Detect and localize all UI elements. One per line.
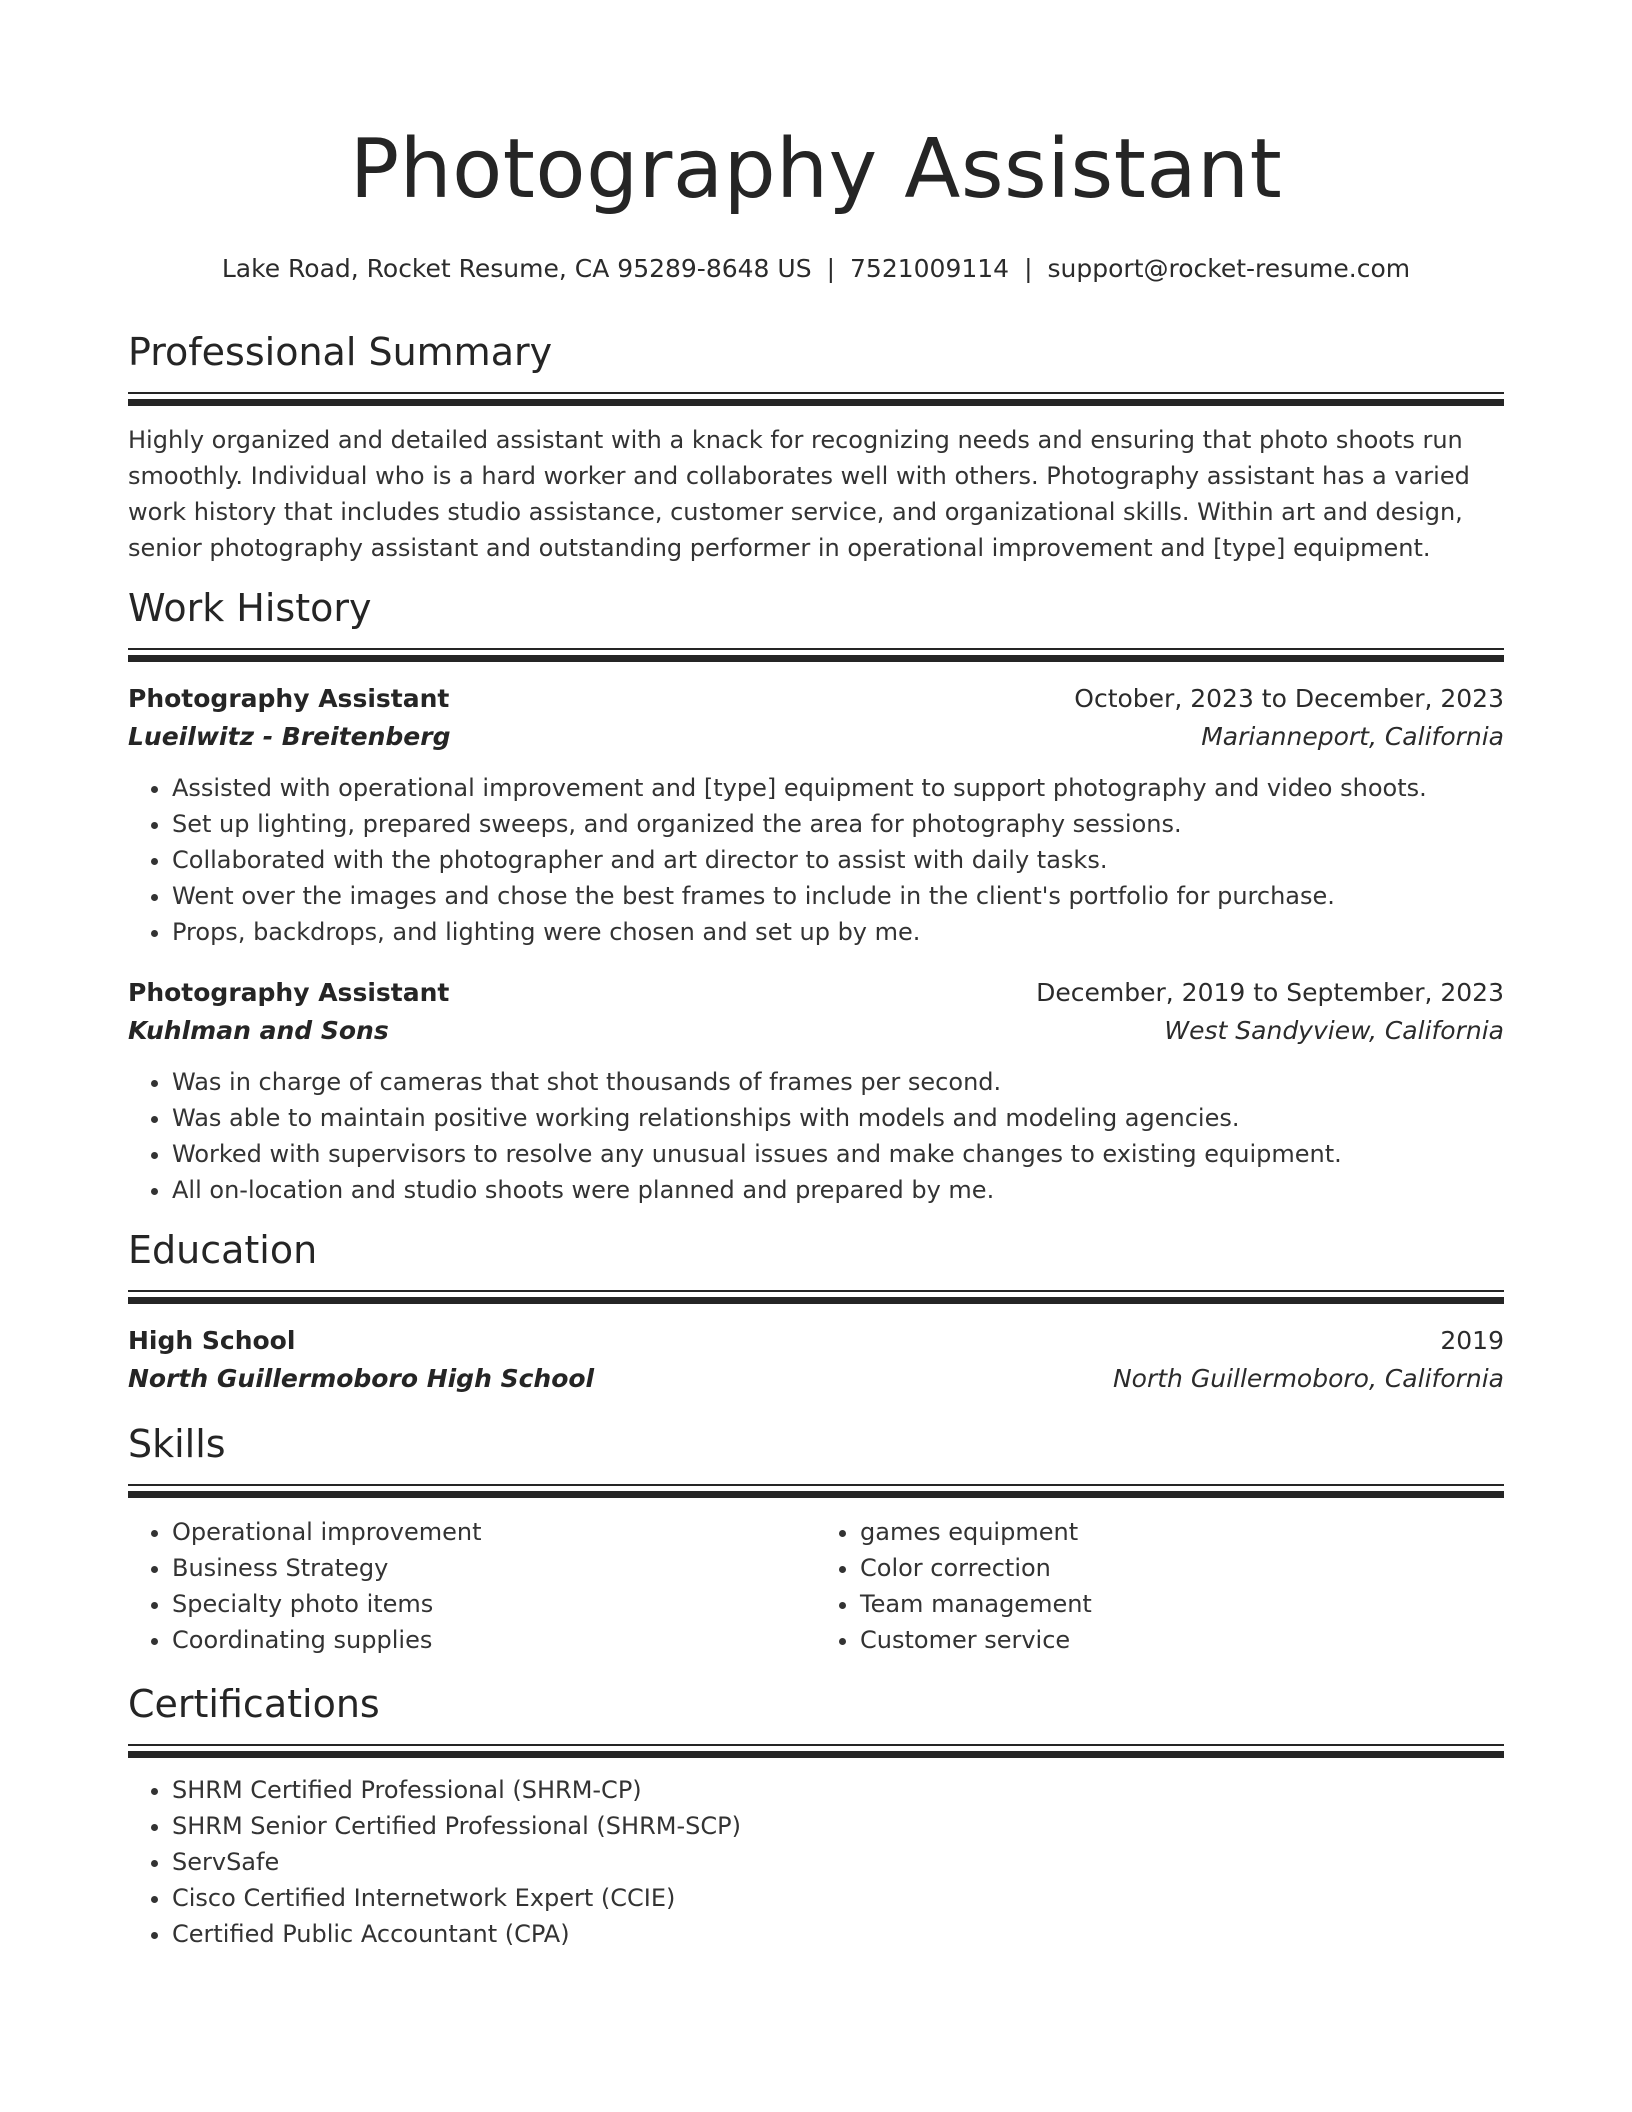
certification-item: • SHRM Senior Certified Professional (SHRM-SCP) [172,1808,1504,1844]
job-title: Photography Assistant [128,684,450,713]
job-dates: December, 2019 to September, 2023 [1036,978,1504,1007]
skills-column-left [128,1514,816,1658]
job-dates: October, 2023 to December, 2023 [1074,684,1504,713]
education-section [128,1226,1504,1398]
education-school: North Guillermoboro High School [128,1364,595,1393]
job-company-row [128,1012,1504,1050]
section-divider [128,1290,1504,1304]
skills-heading: Skills [128,1422,226,1466]
job-bullet: • All on-location and studio shoots were planned and prepared by me. [172,1172,1504,1208]
skills-column-right [816,1514,1504,1658]
job-company: Lueilwitz - Breitenberg [128,722,451,751]
job-bullets [128,770,1504,950]
job-entry [128,974,1504,1208]
job-bullet: • Set up lighting, prepared sweeps, and organized the area for photography sessions. [172,806,1504,842]
education-location: North Guillermoboro, California [1112,1364,1504,1393]
skills-grid [128,1514,1504,1658]
job-bullet: • Collaborated with the photographer and art director to assist with daily tasks. [172,842,1504,878]
certification-item: • Certified Public Accountant (CPA) [172,1916,1504,1952]
section-divider [128,648,1504,662]
skill-item: • Customer service [860,1622,1504,1658]
job-location: West Sandyview, California [1164,1016,1504,1045]
section-divider [128,1484,1504,1498]
summary-heading: Professional Summary [128,330,553,374]
job-location: Marianneport, California [1201,722,1504,751]
skill-item: • Specialty photo items [172,1586,816,1622]
skills-section [128,1420,1504,1658]
work-history-heading: Work History [128,586,372,630]
job-entry [128,680,1504,950]
certifications-heading: Certifications [128,1682,380,1726]
certifications-section [128,1680,1504,1952]
education-degree: High School [128,1326,296,1355]
section-divider [128,1744,1504,1758]
job-title: Photography Assistant [128,978,450,1007]
job-bullet: • Assisted with operational improvement and [type] equipment to support photography and video shoots. [172,770,1504,806]
certification-item: • SHRM Certified Professional (SHRM-CP) [172,1772,1504,1808]
job-header-row [128,974,1504,1012]
job-bullet: • Props, backdrops, and lighting were chosen and set up by me. [172,914,1504,950]
education-header-row [128,1322,1504,1360]
certification-item: • Cisco Certified Internetwork Expert (CCIE) [172,1880,1504,1916]
contact-separator: | [1024,254,1033,283]
education-heading: Education [128,1228,318,1272]
certification-item: • ServSafe [172,1844,1504,1880]
contact-separator: | [826,254,836,283]
education-school-row [128,1360,1504,1398]
skill-item: • Color correction [860,1550,1504,1586]
resume-name: Photography Assistant [349,122,1283,217]
job-bullet: • Went over the images and chose the best frames to include in the client's portfolio for purchase. [172,878,1504,914]
job-bullet: • Was in charge of cameras that shot thousands of frames per second. [172,1064,1504,1100]
job-company-row [128,718,1504,756]
contact-email: support@rocket-resume.com [1047,254,1411,283]
work-history-section [128,584,1504,1208]
job-bullets [128,1064,1504,1208]
summary-section [128,328,1504,566]
section-divider [128,392,1504,406]
summary-text: Highly organized and detailed assistant with a knack for recognizing needs and ensuring that photo shoots run smoothly. Individual who is a hard worker and collaborates well with others. Photography assistant has a varied work history that includes studio assistance, customer service, and organizational skills. Within art and design, senior photography assistant and outstanding performer in operational improvement and [type] equipment. [128,426,1470,562]
education-entry [128,1322,1504,1398]
skill-item: • Team management [860,1586,1504,1622]
contact-phone: 7521009114 [850,254,1010,283]
job-header-row [128,680,1504,718]
skill-item: • Business Strategy [172,1550,816,1586]
certifications-list [128,1772,1504,1952]
job-bullet: • Was able to maintain positive working relationships with models and modeling agencies. [172,1100,1504,1136]
contact-line [128,252,1504,286]
skill-item: • Coordinating supplies [172,1622,816,1658]
job-company: Kuhlman and Sons [128,1016,389,1045]
job-bullet: • Worked with supervisors to resolve any unusual issues and make changes to existing equipment. [172,1136,1504,1172]
contact-address: Lake Road, Rocket Resume, CA 95289-8648 US [221,254,812,283]
education-year: 2019 [1440,1326,1504,1355]
skill-item: • Operational improvement [172,1514,816,1550]
skill-item: • games equipment [860,1514,1504,1550]
